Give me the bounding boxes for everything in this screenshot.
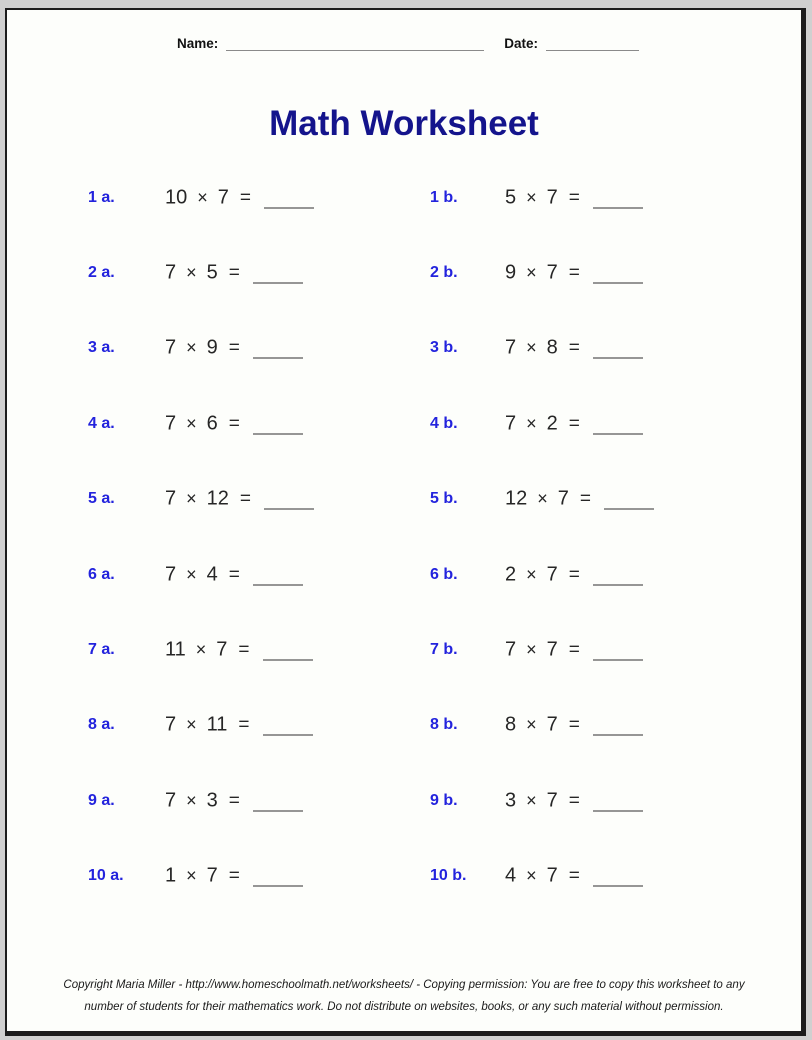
problem-label-3a: 3 a. (88, 339, 115, 357)
problem-label-2b: 2 b. (430, 264, 458, 282)
answer-blank[interactable] (253, 809, 303, 811)
equals-sign: = (228, 865, 240, 887)
factor-2: 7 (557, 487, 569, 510)
problem-expression-3b (505, 337, 643, 360)
problem-label-4b: 4 b. (430, 414, 458, 432)
factor-1: 7 (165, 412, 177, 435)
equals-sign: = (239, 187, 251, 209)
problem-expression-6a (165, 563, 303, 586)
factor-2: 7 (546, 789, 558, 812)
answer-blank[interactable] (253, 357, 303, 359)
name-date-row (7, 36, 801, 51)
times-icon: × (186, 714, 197, 735)
times-icon: × (526, 564, 537, 585)
factor-2: 4 (206, 563, 218, 586)
factor-1: 7 (165, 336, 177, 359)
date-fill-line[interactable] (546, 49, 639, 51)
problem-row-10 (7, 839, 801, 914)
problem-label-9a: 9 a. (88, 791, 115, 809)
times-icon: × (526, 865, 537, 886)
equals-sign: = (568, 714, 580, 736)
answer-blank[interactable] (264, 508, 314, 510)
page-title: Math Worksheet (269, 104, 539, 143)
equals-sign: = (579, 488, 591, 510)
factor-2: 7 (206, 864, 218, 887)
factor-2: 7 (546, 713, 558, 736)
answer-blank[interactable] (593, 734, 643, 736)
copyright-line-2: number of students for their mathematics work. Do not distribute on websites, books, or any such material without permission. (84, 1001, 724, 1014)
answer-blank[interactable] (593, 809, 643, 811)
times-icon: × (186, 262, 197, 283)
problem-row-3 (7, 311, 801, 386)
equals-sign: = (238, 714, 250, 736)
factor-1: 7 (165, 261, 177, 284)
problem-expression-6b (505, 563, 643, 586)
factor-1: 7 (505, 336, 517, 359)
equals-sign: = (568, 865, 580, 887)
answer-blank[interactable] (593, 357, 643, 359)
problem-label-7a: 7 a. (88, 641, 115, 659)
times-icon: × (186, 865, 197, 886)
problem-expression-8a (165, 714, 313, 737)
factor-1: 5 (505, 186, 517, 209)
problem-label-4a: 4 a. (88, 414, 115, 432)
problem-list (7, 160, 801, 914)
problem-label-9b: 9 b. (430, 791, 458, 809)
equals-sign: = (228, 262, 240, 284)
copyright-footer (7, 975, 801, 1019)
copyright-line-1: Copyright Maria Miller - http://www.homeschoolmath.net/worksheets/ - Copying permission: You are free to copy this worksheet to any (63, 979, 745, 992)
factor-2: 11 (206, 713, 228, 736)
times-icon: × (186, 488, 197, 509)
factor-1: 11 (165, 638, 186, 661)
factor-2: 12 (206, 487, 229, 510)
problem-label-1b: 1 b. (430, 188, 458, 206)
times-icon: × (195, 639, 207, 660)
times-icon: × (186, 790, 197, 811)
factor-2: 7 (546, 186, 558, 209)
problem-expression-2b (505, 262, 643, 285)
equals-sign: = (568, 262, 580, 284)
answer-blank[interactable] (263, 659, 313, 661)
times-icon: × (186, 413, 197, 434)
answer-blank[interactable] (593, 432, 643, 434)
answer-blank[interactable] (604, 508, 654, 510)
equals-sign: = (568, 639, 580, 661)
answer-blank[interactable] (253, 885, 303, 887)
problem-label-10a: 10 a. (88, 867, 124, 885)
problem-expression-1b (505, 186, 643, 209)
problem-expression-5b (505, 488, 654, 511)
name-label: Name: (177, 36, 219, 51)
problem-label-6a: 6 a. (88, 565, 115, 583)
factor-1: 4 (505, 864, 517, 887)
answer-blank[interactable] (253, 583, 303, 585)
problem-expression-1a (165, 186, 314, 209)
problem-label-5a: 5 a. (88, 490, 115, 508)
problem-expression-10a (165, 865, 303, 888)
factor-1: 7 (165, 789, 177, 812)
answer-blank[interactable] (264, 206, 314, 208)
factor-1: 10 (165, 186, 188, 209)
problem-label-7b: 7 b. (430, 641, 458, 659)
problem-row-4 (7, 386, 801, 461)
problem-row-2 (7, 235, 801, 310)
problem-row-8 (7, 688, 801, 763)
problem-label-10b: 10 b. (430, 867, 467, 885)
problem-label-5b: 5 b. (430, 490, 458, 508)
factor-2: 7 (546, 864, 558, 887)
answer-blank[interactable] (593, 583, 643, 585)
factor-1: 12 (505, 487, 528, 510)
problem-row-9 (7, 763, 801, 838)
date-label: Date: (504, 36, 539, 51)
factor-1: 8 (505, 713, 517, 736)
problem-label-3b: 3 b. (430, 339, 458, 357)
answer-blank[interactable] (263, 734, 313, 736)
equals-sign: = (228, 337, 240, 359)
problem-label-2a: 2 a. (88, 264, 115, 282)
problem-expression-8b (505, 714, 643, 737)
problem-expression-9b (505, 789, 643, 812)
factor-2: 5 (206, 261, 218, 284)
factor-2: 7 (216, 638, 228, 661)
factor-1: 7 (505, 412, 517, 435)
answer-blank[interactable] (593, 659, 643, 661)
times-icon: × (186, 337, 197, 358)
factor-2: 2 (546, 412, 558, 435)
equals-sign: = (238, 639, 250, 661)
answer-blank[interactable] (593, 885, 643, 887)
equals-sign: = (568, 564, 580, 586)
factor-2: 9 (206, 336, 218, 359)
times-icon: × (537, 488, 548, 509)
times-icon: × (526, 714, 537, 735)
factor-2: 8 (546, 336, 558, 359)
times-icon: × (526, 790, 537, 811)
factor-2: 3 (206, 789, 218, 812)
factor-1: 9 (505, 261, 517, 284)
problem-expression-7a (165, 639, 313, 662)
times-icon: × (186, 564, 197, 585)
problem-label-8b: 8 b. (430, 716, 458, 734)
factor-1: 7 (505, 638, 517, 661)
equals-sign: = (228, 790, 240, 812)
name-fill-line[interactable] (226, 49, 484, 51)
factor-1: 7 (165, 563, 177, 586)
problem-label-6b: 6 b. (430, 565, 458, 583)
factor-1: 7 (165, 713, 177, 736)
times-icon: × (526, 187, 537, 208)
problem-label-1a: 1 a. (88, 188, 115, 206)
factor-1: 7 (165, 487, 177, 510)
answer-blank[interactable] (593, 206, 643, 208)
problem-row-5 (7, 462, 801, 537)
answer-blank[interactable] (593, 282, 643, 284)
factor-2: 6 (206, 412, 218, 435)
equals-sign: = (568, 413, 580, 435)
problem-row-7 (7, 612, 801, 687)
factor-2: 7 (217, 186, 229, 209)
factor-1: 2 (505, 563, 517, 586)
problem-expression-7b (505, 639, 643, 662)
times-icon: × (526, 413, 537, 434)
equals-sign: = (568, 790, 580, 812)
problem-row-6 (7, 537, 801, 612)
problem-expression-9a (165, 789, 303, 812)
answer-blank[interactable] (253, 432, 303, 434)
factor-2: 7 (546, 638, 558, 661)
problem-label-8a: 8 a. (88, 716, 115, 734)
factor-2: 7 (546, 563, 558, 586)
worksheet-page (5, 8, 806, 1036)
problem-expression-2a (165, 262, 303, 285)
problem-expression-4a (165, 412, 303, 435)
times-icon: × (526, 337, 537, 358)
problem-row-1 (7, 160, 801, 235)
times-icon: × (197, 187, 208, 208)
factor-2: 7 (546, 261, 558, 284)
equals-sign: = (568, 337, 580, 359)
problem-expression-10b (505, 865, 643, 888)
equals-sign: = (228, 413, 240, 435)
equals-sign: = (568, 187, 580, 209)
factor-1: 3 (505, 789, 517, 812)
problem-expression-3a (165, 337, 303, 360)
problem-expression-4b (505, 412, 643, 435)
times-icon: × (526, 639, 537, 660)
problem-expression-5a (165, 488, 314, 511)
equals-sign: = (239, 488, 251, 510)
factor-1: 1 (165, 864, 177, 887)
answer-blank[interactable] (253, 282, 303, 284)
times-icon: × (526, 262, 537, 283)
equals-sign: = (228, 564, 240, 586)
